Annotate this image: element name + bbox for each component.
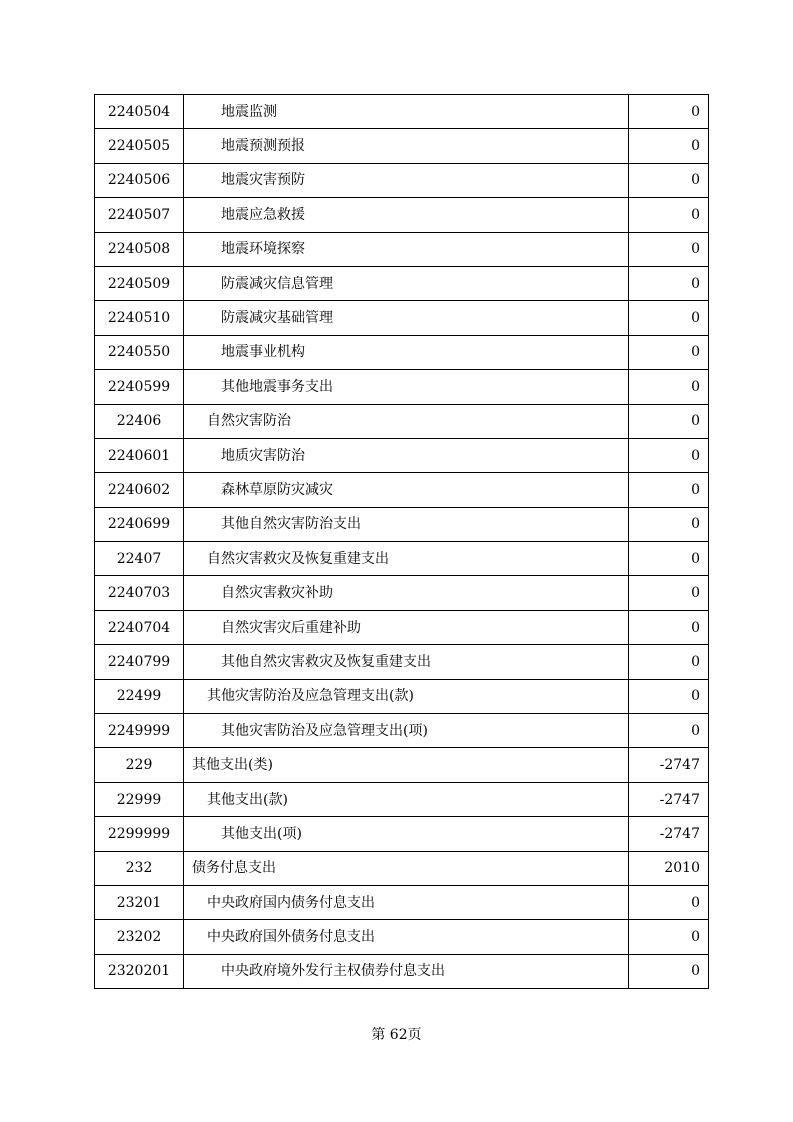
row-code: 23202: [95, 920, 184, 954]
row-name: 地震灾害预防: [184, 163, 629, 197]
row-value: 0: [629, 95, 709, 129]
table-row: [95, 370, 709, 404]
table-row: [95, 851, 709, 885]
row-name: 自然灾害灾后重建补助: [184, 610, 629, 644]
table-row: [95, 473, 709, 507]
row-code: 2240508: [95, 232, 184, 266]
table-row: [95, 404, 709, 438]
row-code: 229: [95, 748, 184, 782]
row-code: 22407: [95, 542, 184, 576]
row-name: 防震减灾基础管理: [184, 301, 629, 335]
row-name: 地震应急救援: [184, 198, 629, 232]
row-value: 0: [629, 473, 709, 507]
row-code: 2249999: [95, 714, 184, 748]
row-name: 中央政府国外债务付息支出: [184, 920, 629, 954]
row-code: 2240699: [95, 507, 184, 541]
row-value: -2747: [629, 748, 709, 782]
table-row: [95, 438, 709, 472]
row-code: 2240602: [95, 473, 184, 507]
table-row: [95, 885, 709, 919]
row-name: 自然灾害防治: [184, 404, 629, 438]
row-value: 0: [629, 163, 709, 197]
table-row: [95, 301, 709, 335]
row-code: 23201: [95, 885, 184, 919]
row-code: 2240599: [95, 370, 184, 404]
row-value: -2747: [629, 782, 709, 816]
row-name: 森林草原防灾减灾: [184, 473, 629, 507]
page-number: 第 62页: [371, 1027, 422, 1043]
row-name: 地震环境探察: [184, 232, 629, 266]
row-name: 其他自然灾害救灾及恢复重建支出: [184, 645, 629, 679]
row-name: 其他自然灾害防治支出: [184, 507, 629, 541]
row-value: 0: [629, 198, 709, 232]
row-name: 地震预测预报: [184, 129, 629, 163]
budget-table: [94, 94, 709, 989]
row-code: 2240504: [95, 95, 184, 129]
row-value: 0: [629, 507, 709, 541]
row-value: 0: [629, 610, 709, 644]
table-row: [95, 817, 709, 851]
row-name: 自然灾害救灾及恢复重建支出: [184, 542, 629, 576]
row-code: 2299999: [95, 817, 184, 851]
row-value: 0: [629, 885, 709, 919]
row-name: 地震监测: [184, 95, 629, 129]
table-row: [95, 782, 709, 816]
row-name: 其他支出(款): [184, 782, 629, 816]
row-value: 0: [629, 645, 709, 679]
row-code: 2240703: [95, 576, 184, 610]
row-value: 0: [629, 714, 709, 748]
table-row: [95, 129, 709, 163]
row-code: 2320201: [95, 954, 184, 988]
row-code: 22406: [95, 404, 184, 438]
row-value: 0: [629, 266, 709, 300]
row-code: 2240550: [95, 335, 184, 369]
row-name: 其他灾害防治及应急管理支出(项): [184, 714, 629, 748]
table-row: [95, 163, 709, 197]
row-value: -2747: [629, 817, 709, 851]
row-value: 0: [629, 679, 709, 713]
row-value: 0: [629, 576, 709, 610]
row-value: 0: [629, 301, 709, 335]
table-row: [95, 920, 709, 954]
row-value: 0: [629, 438, 709, 472]
table-row: [95, 198, 709, 232]
table-row: [95, 610, 709, 644]
row-code: 22999: [95, 782, 184, 816]
row-code: 22499: [95, 679, 184, 713]
table-row: [95, 335, 709, 369]
table-row: [95, 954, 709, 988]
row-name: 防震减灾信息管理: [184, 266, 629, 300]
table-row: [95, 748, 709, 782]
row-code: 2240506: [95, 163, 184, 197]
table-row: [95, 266, 709, 300]
row-name: 地震事业机构: [184, 335, 629, 369]
row-name: 中央政府境外发行主权债券付息支出: [184, 954, 629, 988]
row-name: 其他支出(类): [184, 748, 629, 782]
row-value: 2010: [629, 851, 709, 885]
row-code: 2240601: [95, 438, 184, 472]
table-row: [95, 576, 709, 610]
row-value: 0: [629, 920, 709, 954]
row-name: 债务付息支出: [184, 851, 629, 885]
row-code: 2240509: [95, 266, 184, 300]
row-name: 地质灾害防治: [184, 438, 629, 472]
row-value: 0: [629, 404, 709, 438]
row-code: 2240704: [95, 610, 184, 644]
row-code: 2240505: [95, 129, 184, 163]
row-value: 0: [629, 370, 709, 404]
table-row: [95, 232, 709, 266]
table-row: [95, 645, 709, 679]
row-name: 其他地震事务支出: [184, 370, 629, 404]
table-row: [95, 679, 709, 713]
row-code: 2240510: [95, 301, 184, 335]
row-code: 2240507: [95, 198, 184, 232]
row-code: 2240799: [95, 645, 184, 679]
row-value: 0: [629, 232, 709, 266]
table-row: [95, 542, 709, 576]
row-value: 0: [629, 954, 709, 988]
row-name: 其他支出(项): [184, 817, 629, 851]
row-value: 0: [629, 129, 709, 163]
row-value: 0: [629, 335, 709, 369]
row-name: 自然灾害救灾补助: [184, 576, 629, 610]
budget-table-body: [95, 95, 709, 989]
table-row: [95, 714, 709, 748]
table-row: [95, 507, 709, 541]
row-name: 其他灾害防治及应急管理支出(款): [184, 679, 629, 713]
table-row: [95, 95, 709, 129]
row-code: 232: [95, 851, 184, 885]
row-name: 中央政府国内债务付息支出: [184, 885, 629, 919]
row-value: 0: [629, 542, 709, 576]
